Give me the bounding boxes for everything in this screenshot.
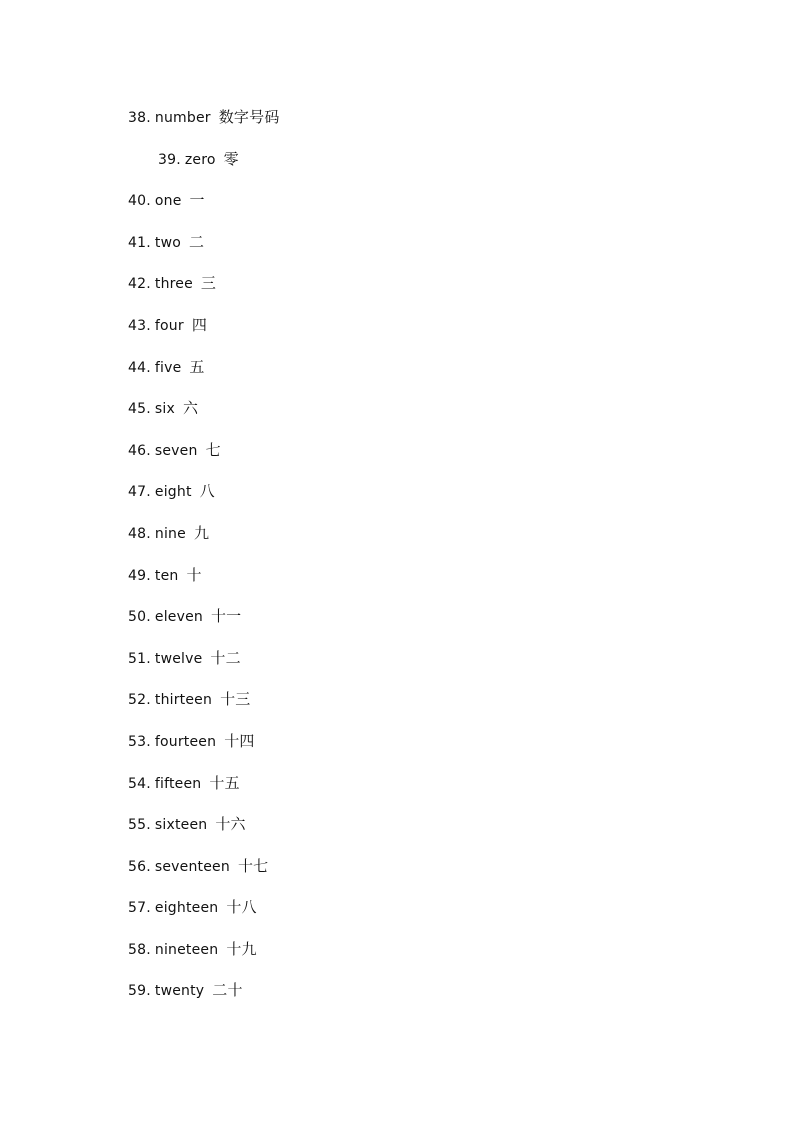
list-item: [128, 979, 280, 1021]
entry-word: seventeen: [154, 858, 230, 875]
entry-translation: 十七: [237, 856, 269, 875]
entry-number: 55.: [128, 817, 151, 834]
entry-translation: 十三: [220, 690, 251, 709]
entry-translation: 五: [189, 357, 205, 376]
list-item: [128, 314, 280, 356]
entry-number: 49.: [128, 567, 151, 584]
entry-word: seven: [154, 442, 198, 459]
entry-word: nineteen: [154, 941, 219, 958]
entry-translation: 八: [199, 482, 215, 501]
entry-word: eighteen: [154, 900, 219, 917]
entry-word: thirteen: [154, 692, 213, 709]
entry-translation: 十四: [224, 731, 255, 750]
list-item: [128, 730, 280, 772]
entry-word: five: [154, 359, 182, 376]
entry-number: 41.: [128, 234, 151, 251]
list-item: [128, 356, 280, 398]
entry-number: 42.: [128, 276, 151, 293]
entry-word: eight: [154, 484, 192, 501]
list-item: [128, 439, 280, 481]
entry-number: 54.: [128, 775, 151, 792]
entry-number: 53.: [128, 733, 151, 750]
list-item: [128, 688, 280, 730]
entry-word: twelve: [154, 650, 203, 667]
entry-number: 38.: [128, 110, 151, 126]
entry-number: 51.: [128, 650, 151, 667]
list-item: [128, 397, 280, 439]
entry-word: eleven: [154, 609, 203, 626]
list-item: [128, 148, 280, 190]
entry-translation: 二十: [212, 981, 243, 1000]
entry-translation: 二: [188, 232, 205, 251]
entry-translation: 十九: [226, 939, 257, 958]
entry-translation: 数字号码: [218, 108, 280, 126]
list-item: [128, 522, 280, 564]
entry-number: 43.: [128, 317, 151, 334]
entry-translation: 十八: [226, 898, 257, 917]
entry-translation: 十六: [215, 815, 246, 834]
entry-translation: 十一: [210, 607, 242, 626]
list-item: [128, 106, 280, 148]
entry-word: nine: [154, 525, 186, 542]
entry-word: sixteen: [154, 817, 208, 834]
list-item: [128, 189, 280, 231]
list-item: [128, 480, 280, 522]
entry-word: number: [154, 110, 211, 126]
list-item: [128, 605, 280, 647]
entry-translation: 零: [223, 149, 239, 168]
list-item: [128, 564, 280, 606]
entry-word: two: [154, 234, 181, 251]
entry-word: ten: [154, 567, 179, 584]
entry-translation: 十: [186, 565, 202, 584]
entry-number: 56.: [128, 858, 151, 875]
entry-number: 40.: [128, 193, 151, 210]
entry-word: zero: [184, 151, 216, 168]
entry-translation: 七: [205, 440, 221, 459]
entry-word: six: [154, 401, 175, 418]
list-item: [128, 647, 280, 689]
entry-word: three: [154, 276, 193, 293]
entry-word: twenty: [154, 983, 205, 1000]
entry-number: 57.: [128, 900, 151, 917]
entry-number: 58.: [128, 941, 151, 958]
list-item: [128, 938, 280, 980]
entry-translation: 十五: [209, 773, 240, 792]
entry-number: 52.: [128, 692, 151, 709]
entry-translation: 十二: [210, 648, 241, 667]
entry-number: 47.: [128, 484, 151, 501]
list-item: [128, 772, 280, 814]
entry-translation: 四: [191, 315, 208, 334]
entry-translation: 一: [189, 191, 205, 210]
entry-number: 59.: [128, 983, 151, 1000]
entry-number: 39.: [158, 151, 181, 168]
entry-translation: 三: [200, 274, 217, 293]
entry-translation: 六: [182, 399, 199, 418]
list-item: [128, 855, 280, 897]
entry-number: 46.: [128, 442, 151, 459]
entry-number: 44.: [128, 359, 151, 376]
entry-number: 45.: [128, 401, 151, 418]
list-item: [128, 231, 280, 273]
list-item: [128, 272, 280, 314]
entry-translation: 九: [193, 523, 210, 542]
entry-number: 50.: [128, 609, 151, 626]
entry-word: fifteen: [154, 775, 202, 792]
entry-number: 48.: [128, 525, 151, 542]
list-item: [128, 813, 280, 855]
vocabulary-list: [128, 106, 280, 1021]
entry-word: one: [154, 193, 182, 210]
list-item: [128, 896, 280, 938]
entry-word: fourteen: [154, 733, 217, 750]
entry-word: four: [154, 317, 184, 334]
